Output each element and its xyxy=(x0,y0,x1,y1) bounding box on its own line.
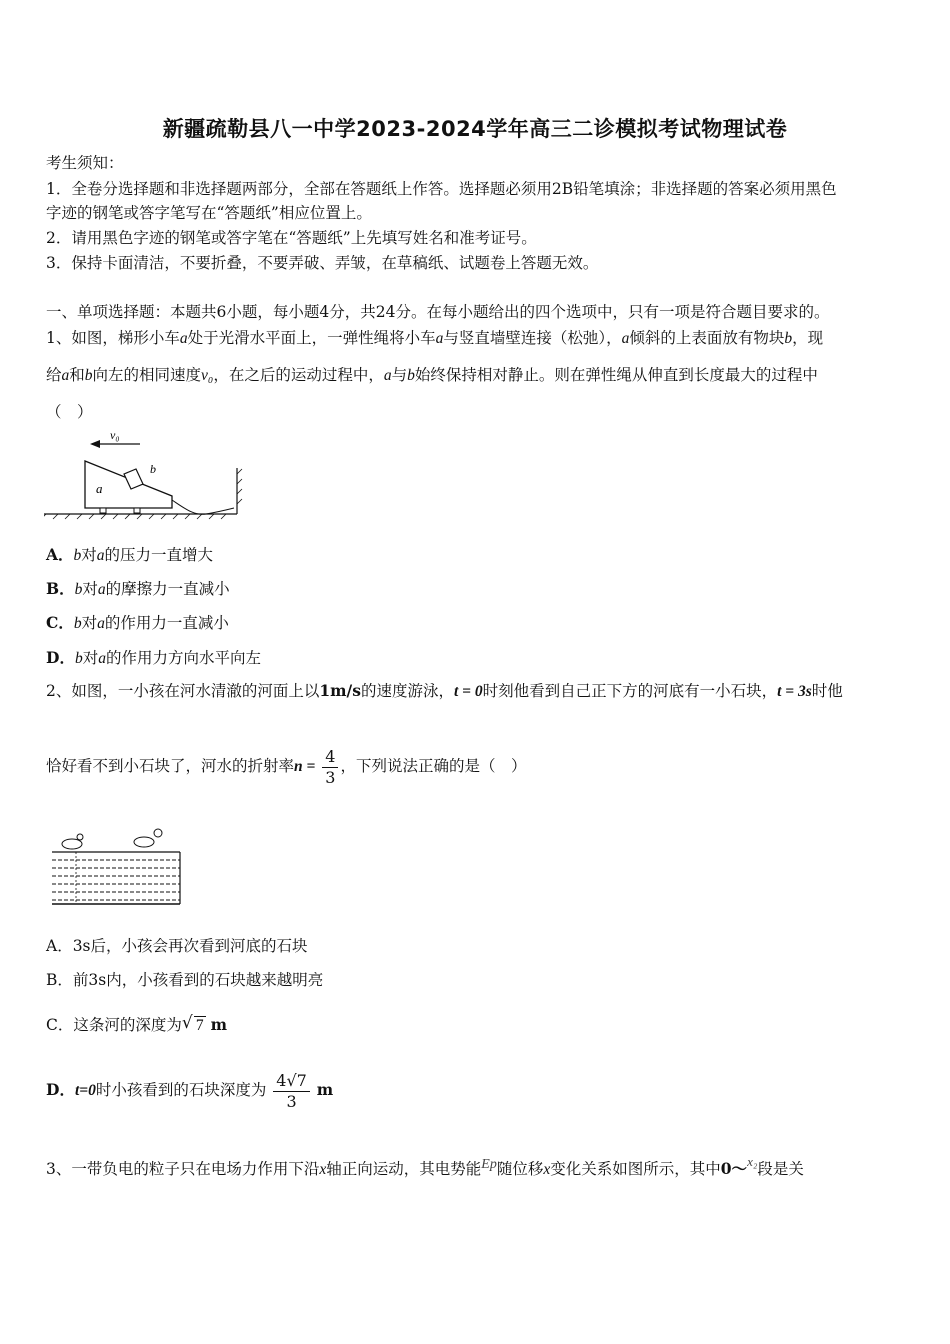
swimming-child xyxy=(62,829,162,849)
block-label: b xyxy=(150,462,156,476)
notice-item-2: 2．请用黑色字迹的钢笔或答字笔在“答题纸”上先填写姓名和准考证号。 xyxy=(46,229,537,247)
wheel-left xyxy=(100,508,106,513)
wheel-right xyxy=(134,508,140,513)
q1-answer-paren: （ ） xyxy=(46,403,93,421)
q1-stem-line2: 给a和b向左的相同速度v₀，在之后的运动过程中，a与b始终保持相对静止。则在弹性绳从伸直到长度最大的过程中 xyxy=(46,366,818,384)
q2-river-figure xyxy=(46,822,186,908)
water-hatching xyxy=(52,860,180,900)
q3-stem: 3、一带负电的粒子只在电场力作用下沿x轴正向运动，其电势能Ep随位移x变化关系如图所示，其中0～$^{x_2}$段是关 xyxy=(46,1154,804,1178)
q1-option-b: B．b对a的摩擦力一直减小 xyxy=(46,579,230,598)
notice-item-3: 3．保持卡面清洁，不要折叠，不要弄破、弄皱，在草稿纸、试题卷上答题无效。 xyxy=(46,254,599,272)
q1-stem-line1: 1、如图，梯形小车a处于光滑水平面上，一弹性绳将小车a与竖直墙壁连接（松弛），a倾斜的上表面放有物块b，现 xyxy=(46,329,824,347)
q2-option-d: D．t=0时小孩看到的石块深度为 $\frac{4√7}{3}$ m xyxy=(46,1070,334,1111)
q1-option-c: C．b对a的作用力一直减小 xyxy=(46,613,229,632)
q2-option-b: B．前3s内，小孩看到的石块越来越明亮 xyxy=(46,971,324,989)
notice-item-1-cont: 字迹的钢笔或答字笔写在“答题纸”相应位置上。 xyxy=(46,204,372,222)
q2-stem-line1: 2、如图，一小孩在河水清澈的河面上以1m/s的速度游泳，t = 0时刻他看到自己正下方的河底有一小石块，t = 3s时他 xyxy=(46,681,843,700)
elastic-cord xyxy=(172,500,234,514)
section-heading: 一、单项选择题：本题共6小题，每小题4分，共24分。在每小题给出的四个选项中，只有一项是符合题目要求的。 xyxy=(46,303,830,321)
depth-fraction: $\frac{4√7}{3}$ xyxy=(273,1071,310,1112)
cart-label: a xyxy=(96,481,103,496)
velocity-label: v₀ xyxy=(110,428,120,442)
notice-heading: 考生须知： xyxy=(46,154,124,172)
q2-stem-line2: 恰好看不到小石块了，河水的折射率n = $\frac{4}{3}$ ，下列说法正确的是（ ） xyxy=(46,746,527,787)
refractive-index-fraction: $\frac{4}{3}$ xyxy=(322,747,338,788)
q1-cart-figure xyxy=(44,428,244,524)
q2-option-c: C．这条河的深度为 √ 7 m xyxy=(46,1014,227,1037)
q1-option-d: D．b对a的作用力方向水平向左 xyxy=(46,648,261,667)
q2-option-a: A．3s后，小孩会再次看到河底的石块 xyxy=(46,937,308,955)
velocity-arrowhead xyxy=(90,440,100,448)
sqrt-seven: √ 7 xyxy=(181,1013,204,1034)
page-title: 新疆疏勒县八一中学2023-2024学年高三二诊模拟考试物理试卷 xyxy=(162,117,788,141)
notice-item-1: 1．全卷分选择题和非选择题两部分，全部在答题纸上作答。选择题必须用2B铅笔填涂；非选择题的答案必须用黑色 xyxy=(46,180,837,198)
q1-option-a: A．b对a的压力一直增大 xyxy=(46,545,214,564)
